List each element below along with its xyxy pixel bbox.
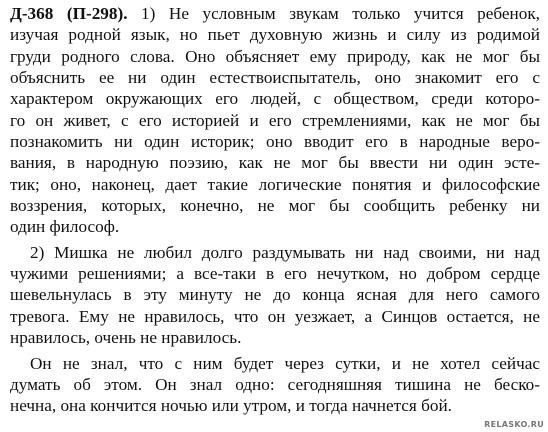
text-line: шевельнулась в эту минуту не до конца ясная для него самого xyxy=(10,285,540,305)
text-line: го он живет, с его историей и его стремлениями, как не мог бы xyxy=(10,110,540,130)
text-line xyxy=(10,3,540,24)
text-line: чужими решениями; а все-таки в его нечутком, но добром сердце xyxy=(10,264,540,284)
text-line: тревога. Ему не нравилось, что он уезжает, а Синцов остается, не xyxy=(10,306,540,326)
text-line: Он не знал, что с ним будет через сутки, и не хотел сейчас xyxy=(30,353,540,373)
text-span: Не условным звукам только учится ребенок, xyxy=(155,4,540,23)
text-line: характером окружающих его людей, с обществом, среди которо- xyxy=(10,89,540,109)
exercise-text xyxy=(10,3,540,417)
text-line: нечна, она кончится ночью или утром, и тогда начнется бой. xyxy=(10,396,452,416)
watermark: RELASKO.RU xyxy=(484,420,544,429)
text-line: изучая родной язык, но пьет духовную жизнь и силу из родимой xyxy=(10,25,540,45)
text-line: познакомить ни один историк; оно вводит его в народные веро- xyxy=(10,132,540,152)
text-line: думать об этом. Он знал одно: сегодняшняя тишина не беско- xyxy=(10,374,540,394)
exercise-label: Д-368 (П-298). xyxy=(10,4,128,23)
text-line: 2) Мишка не любил долго раздумывать ни над своими, ни над xyxy=(30,242,540,262)
text-line: тик; оно, наконец, дает такие логические понятия и философские xyxy=(10,174,540,194)
text-line: один философ. xyxy=(10,217,120,237)
part1-number: 1) xyxy=(127,4,156,23)
text-line: объяснить ее ни один естествоиспытатель, оно знакомит его с xyxy=(10,68,540,88)
text-line: груди родного слова. Оно объясняет ему природу, как не мог бы xyxy=(10,46,540,66)
text-line: воззрения, которых, конечно, не мог бы сообщить ребенку ни xyxy=(10,196,540,216)
text-line: нравилось, очень не нравилось. xyxy=(10,328,242,348)
text-line: вания, в народную поэзию, как не мог бы ввести ни один эсте- xyxy=(10,153,540,173)
